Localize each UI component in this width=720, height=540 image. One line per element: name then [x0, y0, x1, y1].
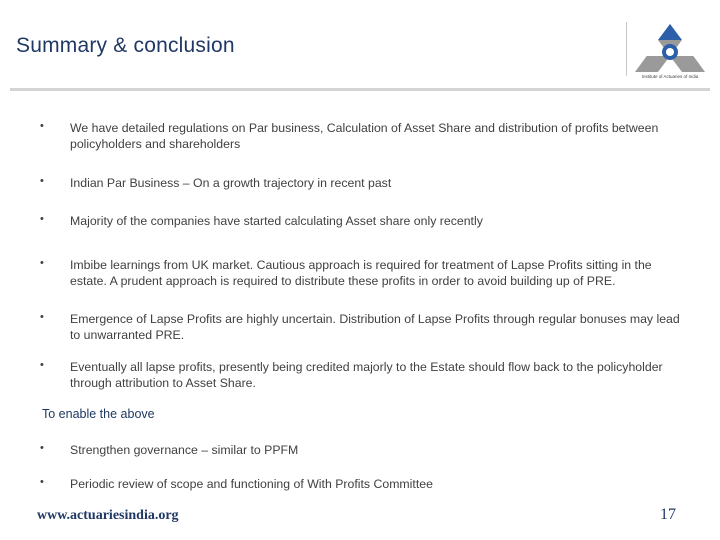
bullet-text: Emergence of Lapse Profits are highly uncertain. Distribution of Lapse Profits through regular bonuses may lead to unwarranted PRE.	[70, 312, 680, 342]
institute-of-actuaries-logo-icon	[632, 22, 708, 82]
bullet-text: Majority of the companies have started calculating Asset share only recently	[70, 214, 483, 228]
bullet-text: Periodic review of scope and functioning of With Profits Committee	[70, 477, 433, 491]
slide-title: Summary & conclusion	[16, 34, 235, 57]
subheading: To enable the above	[42, 407, 155, 421]
bullet-text: Strengthen governance – similar to PPFM	[70, 443, 299, 457]
title-rule	[10, 88, 710, 91]
footer-url-link[interactable]: www.actuariesindia.org	[37, 508, 179, 523]
page-number: 17	[660, 506, 676, 523]
bullet-icon: •	[40, 257, 44, 269]
bullet-icon: •	[40, 311, 44, 323]
bullet-text: Eventually all lapse profits, presently being credited majorly to the Estate should flow back to the policyholder through attribution to Asset Share.	[70, 360, 663, 390]
bullet-text: We have detailed regulations on Par business, Calculation of Asset Share and distribution of profits between policyholders and shareholders	[70, 121, 659, 151]
bullet-icon: •	[40, 359, 44, 371]
bullet-text: Imbibe learnings from UK market. Cautious approach is required for treatment of Lapse Profits sitting in the estate. A prudent approach is required to distribute these profits in order to avoid building up of PRE.	[70, 258, 652, 288]
logo-divider	[626, 22, 627, 76]
bullet-icon: •	[40, 120, 44, 132]
bullet-icon: •	[40, 213, 44, 225]
bullet-icon: •	[40, 442, 44, 454]
logo-caption: Institute of Actuaries of India	[641, 74, 699, 79]
bullet-icon: •	[40, 476, 44, 488]
bullet-icon: •	[40, 175, 44, 187]
bullet-text: Indian Par Business – On a growth trajectory in recent past	[70, 176, 392, 190]
